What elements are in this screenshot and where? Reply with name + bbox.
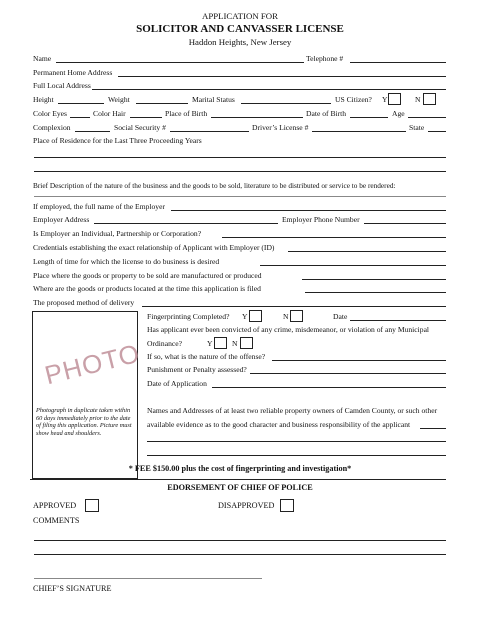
- marital-field[interactable]: [241, 103, 331, 104]
- label-employer-address: Employer Address: [33, 215, 90, 224]
- comments-line-2[interactable]: [34, 554, 446, 555]
- label-references-line1: Names and Addresses of at least two reliable property owners of Camden County, or such other: [147, 406, 438, 415]
- label-convicted-yes: Y: [207, 339, 213, 348]
- label-age: Age: [392, 109, 405, 118]
- label-color-eyes: Color Eyes: [33, 109, 67, 118]
- fingerprint-date-field[interactable]: [350, 320, 446, 321]
- references-field-2[interactable]: [147, 441, 446, 442]
- employer-address-field[interactable]: [94, 223, 278, 224]
- photo-watermark: PHOTO: [41, 337, 144, 391]
- label-references-line2: available evidence as to the good character and business responsibility of the applicant: [147, 420, 411, 429]
- name-field[interactable]: [56, 62, 304, 63]
- photo-note: Photograph in duplicate taken within 60 days immediately prior to the date of filing this application. Picture must show head and shoulders.: [36, 407, 132, 438]
- label-weight: Weight: [108, 95, 130, 104]
- ssn-field[interactable]: [170, 131, 249, 132]
- delivery-field[interactable]: [142, 306, 446, 307]
- state-field[interactable]: [428, 131, 446, 132]
- residence-line-2[interactable]: [34, 171, 446, 172]
- label-license-length: Length of time for which the license to do business is desired: [33, 257, 220, 266]
- endorsement-title: EDORSEMENT OF CHIEF OF POLICE: [167, 483, 313, 492]
- fingerprint-yes-checkbox[interactable]: [249, 310, 262, 322]
- label-height: Height: [33, 95, 54, 104]
- label-employer-phone: Employer Phone Number: [282, 215, 360, 224]
- local-address-field[interactable]: [92, 89, 446, 90]
- endorsement-divider: [30, 479, 446, 480]
- convicted-no-checkbox[interactable]: [240, 337, 253, 349]
- punishment-field[interactable]: [250, 373, 446, 374]
- label-punishment: Punishment or Penalty assessed?: [147, 365, 247, 374]
- label-fingerprinting: Fingerprinting Completed?: [147, 312, 230, 321]
- telephone-field[interactable]: [350, 62, 446, 63]
- references-field-1[interactable]: [420, 428, 446, 429]
- label-goods-made: Place where the goods or property to be sold are manufactured or produced: [33, 271, 262, 280]
- residence-line-1[interactable]: [34, 157, 446, 158]
- place-of-birth-field[interactable]: [211, 117, 303, 118]
- label-ssn: Social Security #: [114, 123, 166, 132]
- label-marital: Marital Status: [192, 95, 235, 104]
- citizen-no-checkbox[interactable]: [423, 93, 436, 105]
- label-residence: Place of Residence for the Last Three Proceeding Years: [33, 136, 202, 145]
- label-local-address: Full Local Address: [33, 81, 91, 90]
- label-telephone: Telephone #: [306, 54, 344, 63]
- label-credentials: Credentials establishing the exact relationship of Applicant with Employer (ID): [33, 243, 275, 252]
- label-fingerprint-yes: Y: [242, 312, 248, 321]
- label-convicted-line1: Has applicant ever been convicted of any crime, misdemeanor, or violation of any Municipal: [147, 325, 430, 334]
- label-fingerprint-date: Date: [333, 312, 348, 321]
- label-permanent-address: Permanent Home Address: [33, 68, 113, 77]
- date-of-birth-field[interactable]: [350, 117, 388, 118]
- label-color-hair: Color Hair: [93, 109, 126, 118]
- label-signature: CHIEF’S SIGNATURE: [33, 584, 112, 593]
- signature-line[interactable]: [34, 578, 262, 579]
- label-convicted-line2: Ordinance?: [147, 339, 182, 348]
- photo-box[interactable]: [32, 311, 138, 479]
- label-date-of-birth: Date of Birth: [306, 109, 347, 118]
- approved-checkbox[interactable]: [85, 499, 99, 512]
- employer-phone-field[interactable]: [364, 223, 446, 224]
- citizen-yes-checkbox[interactable]: [388, 93, 401, 105]
- label-complexion: Complexion: [33, 123, 71, 132]
- label-convicted-no: N: [232, 339, 238, 348]
- label-date-of-application: Date of Application: [147, 379, 207, 388]
- label-us-citizen: US Citizen?: [335, 95, 372, 104]
- comments-line-1[interactable]: [34, 540, 446, 541]
- label-name: Name: [33, 54, 52, 63]
- color-eyes-field[interactable]: [70, 117, 90, 118]
- label-place-of-birth: Place of Birth: [165, 109, 208, 118]
- age-field[interactable]: [408, 117, 446, 118]
- employer-type-field[interactable]: [222, 237, 446, 238]
- convicted-yes-checkbox[interactable]: [214, 337, 227, 349]
- fee-notice: * FEE $150.00 plus the cost of fingerprinting and investigation*: [128, 464, 352, 473]
- label-employer-name: If employed, the full name of the Employer: [33, 202, 166, 211]
- label-offense: If so, what is the nature of the offense?: [147, 352, 266, 361]
- references-field-3[interactable]: [147, 455, 446, 456]
- label-state: State: [409, 123, 425, 132]
- employer-name-field[interactable]: [171, 210, 446, 211]
- goods-location-field[interactable]: [305, 292, 446, 293]
- label-approved: APPROVED: [33, 501, 77, 510]
- label-business-desc: Brief Description of the nature of the business and the goods to be sold, literature to be distributed or service to be rendered:: [33, 181, 396, 190]
- disapproved-checkbox[interactable]: [280, 499, 294, 512]
- height-field[interactable]: [58, 103, 104, 104]
- fingerprint-no-checkbox[interactable]: [290, 310, 303, 322]
- label-delivery: The proposed method of delivery: [33, 298, 135, 307]
- form-title: SOLICITOR AND CANVASSER LICENSE: [136, 23, 344, 35]
- credentials-field[interactable]: [288, 251, 446, 252]
- label-goods-location: Where are the goods or products located at the time this application is filed: [33, 284, 261, 293]
- label-citizen-yes: Y: [382, 95, 388, 104]
- label-employer-type: Is Employer an Individual, Partnership or Corporation?: [33, 229, 202, 238]
- weight-field[interactable]: [136, 103, 188, 104]
- color-hair-field[interactable]: [130, 117, 162, 118]
- permanent-address-field[interactable]: [118, 76, 446, 77]
- drivers-license-field[interactable]: [312, 131, 406, 132]
- business-desc-line[interactable]: [34, 196, 446, 197]
- label-disapproved: DISAPPROVED: [218, 501, 275, 510]
- goods-made-field[interactable]: [302, 279, 446, 280]
- form-heading-line1: APPLICATION FOR: [201, 11, 278, 21]
- date-of-application-field[interactable]: [212, 387, 446, 388]
- label-drivers-license: Driver’s License #: [252, 123, 309, 132]
- form-location: Haddon Heights, New Jersey: [188, 37, 292, 47]
- license-length-field[interactable]: [260, 265, 446, 266]
- label-fingerprint-no: N: [283, 312, 289, 321]
- label-citizen-no: N: [415, 95, 421, 104]
- offense-field[interactable]: [272, 360, 446, 361]
- label-comments: COMMENTS: [33, 516, 80, 525]
- complexion-field[interactable]: [75, 131, 110, 132]
